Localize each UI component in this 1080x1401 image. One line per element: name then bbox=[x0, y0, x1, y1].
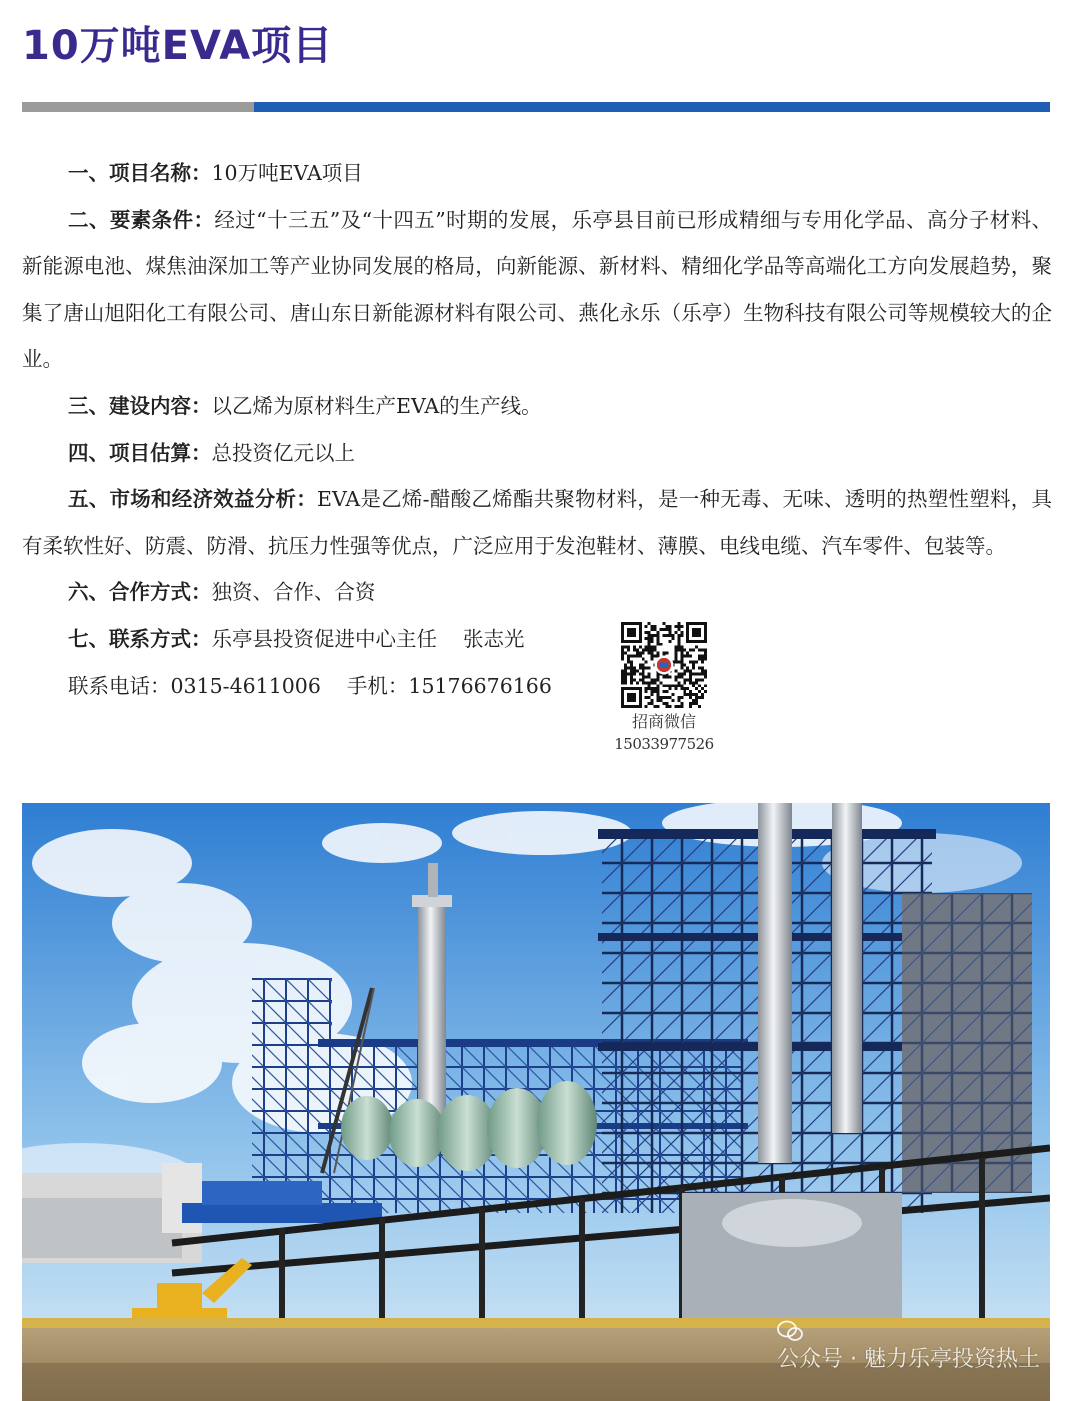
title-rule-gray bbox=[22, 102, 254, 112]
item-label: 七、联系方式： bbox=[68, 626, 212, 651]
contact-person: 张志光 bbox=[463, 626, 525, 651]
item-text: 10万吨EVA项目 bbox=[211, 161, 363, 185]
contact-org: 乐亭县投资促进中心主任 bbox=[211, 626, 437, 651]
item-label: 四、项目估算： bbox=[68, 440, 212, 465]
mobile-label: 手机： bbox=[346, 673, 409, 698]
item-text: 总投资亿元以上 bbox=[211, 440, 355, 465]
watermark-text: 公众号 · 魅力乐亭投资热土 bbox=[777, 1347, 1040, 1372]
item-text: 以乙烯为原材料生产EVA的生产线。 bbox=[211, 393, 542, 418]
item-market bbox=[22, 476, 1052, 569]
page-title: 10万吨EVA项目 bbox=[22, 23, 334, 69]
item-label: 五、市场和经济效益分析： bbox=[68, 487, 317, 512]
phone-value: 0315-4611006 bbox=[170, 673, 321, 698]
item-text: EVA是乙烯-醋酸乙烯酯共聚物材料，是一种无毒、无味、透明的热塑性塑料，具有柔软性好、防震、防滑、抗压力性强等优点，广泛应用于发泡鞋材、薄膜、电线电缆、汽车零件、包装等。 bbox=[22, 487, 1053, 558]
item-label: 二、要素条件： bbox=[68, 207, 215, 232]
wechat-icon bbox=[777, 1320, 803, 1342]
qr-code-icon[interactable] bbox=[621, 622, 707, 708]
item-contact bbox=[22, 616, 1052, 663]
mobile-value: 15176676166 bbox=[408, 673, 552, 698]
qr-number: 15033977526 bbox=[614, 735, 714, 753]
wechat-qr-block bbox=[612, 622, 716, 754]
watermark bbox=[777, 1320, 1040, 1373]
item-project-name bbox=[22, 150, 1052, 197]
item-label: 六、合作方式： bbox=[68, 580, 212, 605]
chemical-plant-photo bbox=[22, 803, 1050, 1401]
item-estimate bbox=[22, 430, 1052, 477]
title-rule-blue bbox=[254, 102, 1050, 112]
project-details bbox=[22, 150, 1052, 709]
phone-label: 联系电话： bbox=[68, 673, 171, 698]
item-label: 一、项目名称： bbox=[68, 161, 212, 185]
item-construction bbox=[22, 383, 1052, 430]
qr-caption: 招商微信 bbox=[631, 712, 696, 731]
item-label: 三、建设内容： bbox=[68, 393, 212, 418]
item-conditions bbox=[22, 197, 1052, 383]
item-text: 经过“十三五”及“十四五”时期的发展，乐亭县目前已形成精细与专用化学品、高分子材料、新能源电池、煤焦油深加工等产业协同发展的格局，向新能源、新材料、精细化学品等高端化工方向发展趋势，聚集了唐山旭阳化工有限公司、唐山东日新能源材料有限公司、燕化永乐（乐亭）生物科技有限公司等规模较大的企业。 bbox=[22, 207, 1053, 372]
item-text: 独资、合作、合资 bbox=[211, 580, 376, 605]
item-phone bbox=[22, 663, 1052, 710]
item-cooperation bbox=[22, 569, 1052, 616]
